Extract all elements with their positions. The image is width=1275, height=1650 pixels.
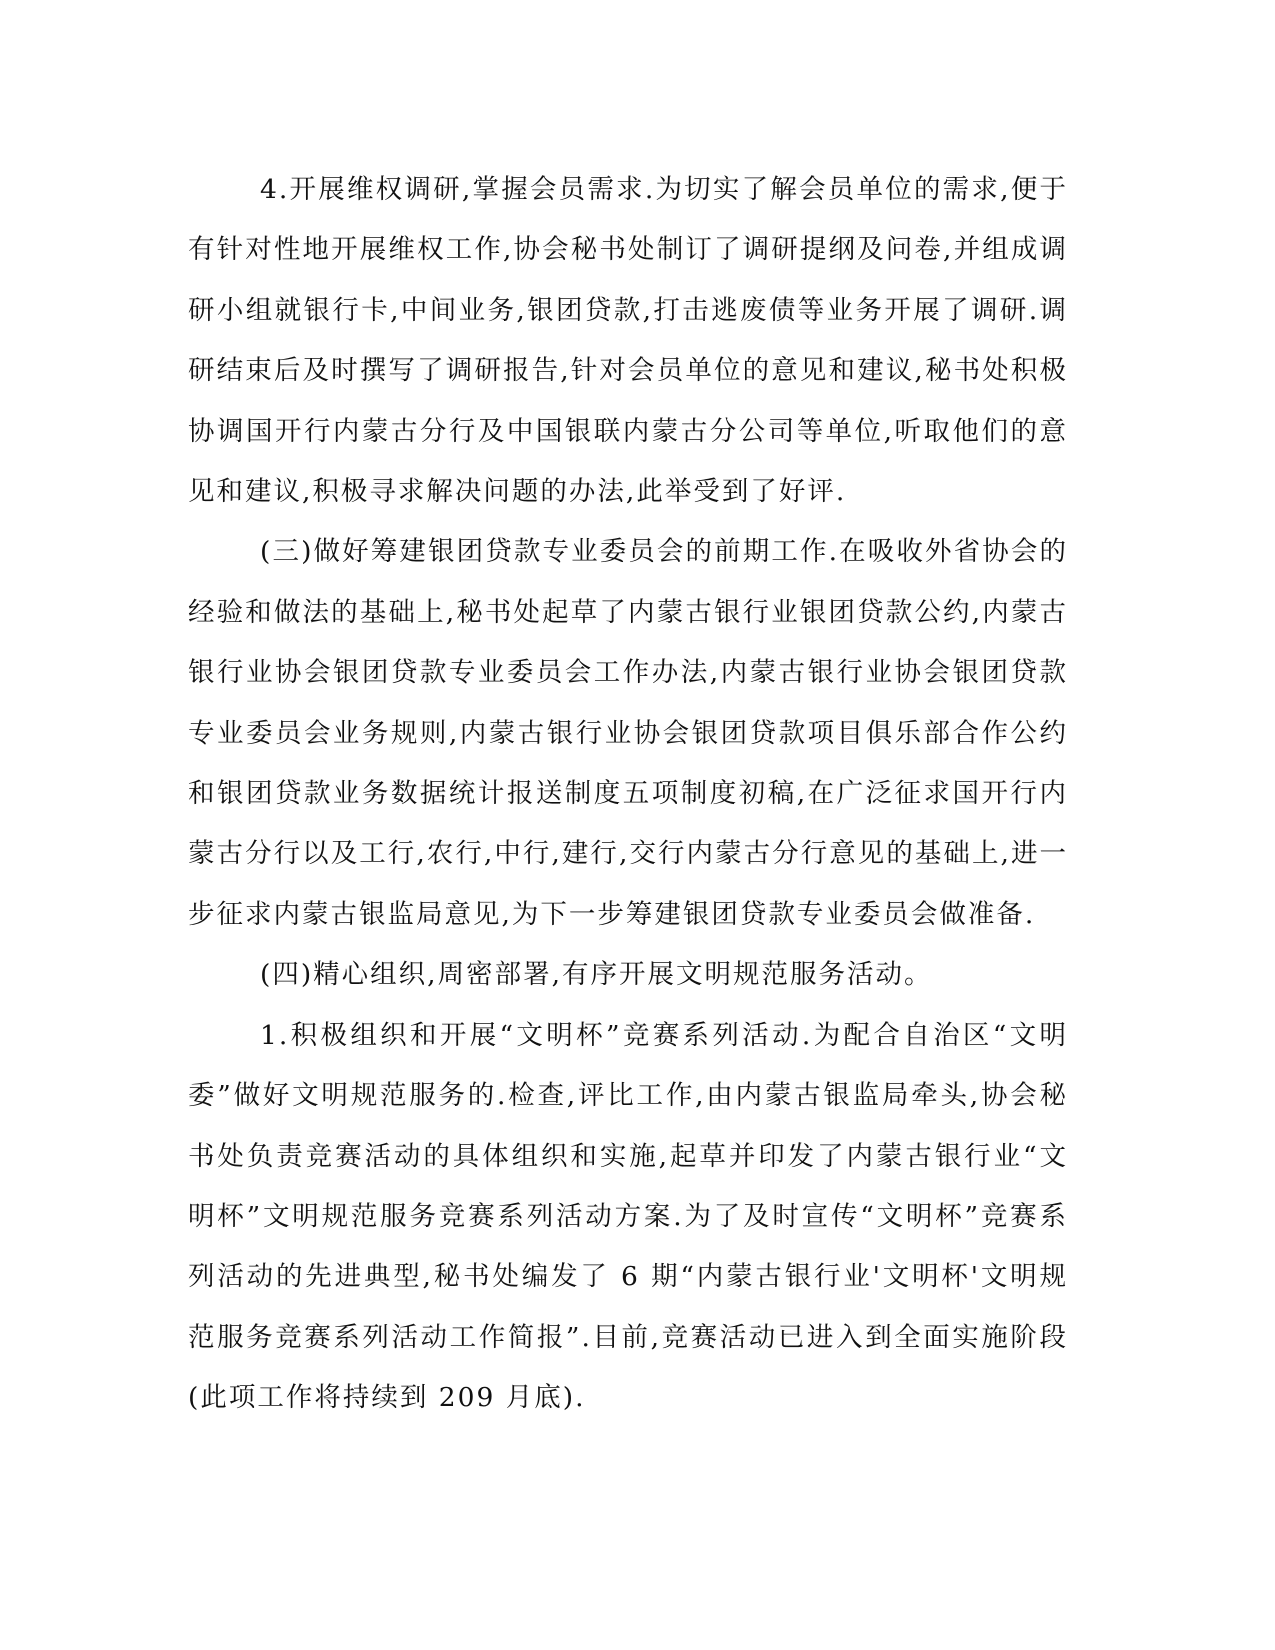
paragraph-civilized-cup-competition: 1.积极组织和开展“文明杯”竞赛系列活动.为配合自治区“文明委”做好文明规范服务的.检查,评比工作,由内蒙古银监局牵头,协会秘书处负责竞赛活动的具体组织和实施,起草并印发了内蒙古银行业“文明杯”文明规范服务竞赛系列活动方案.为了及时宣传“文明杯”竞赛系列活动的先进典型,秘书处编发了 6 期“内蒙古银行业'文明杯'文明规范服务竞赛系列活动工作简报”.目前,竞赛活动已进入到全面实施阶段(此项工作将持续到 209 月底).	[188, 1019, 1068, 1414]
paragraph-syndicated-loan-committee: (三)做好筹建银团贷款专业委员会的前期工作.在吸收外省协会的经验和做法的基础上,秘书处起草了内蒙古银行业银团贷款公约,内蒙古银行业协会银团贷款专业委员会工作办法,内蒙古银行业协会银团贷款专业委员会业务规则,内蒙古银行业协会银团贷款项目俱乐部合作公约和银团贷款业务数据统计报送制度五项制度初稿,在广泛征求国开行内蒙古分行以及工行,农行,中行,建行,交行内蒙古分行意见的基础上,进一步征求内蒙古银监局意见,为下一步筹建银团贷款专业委员会做准备.	[188, 536, 1068, 930]
paragraph-rights-research: 4.开展维权调研,掌握会员需求.为切实了解会员单位的需求,便于有针对性地开展维权工作,协会秘书处制订了调研提纲及问卷,并组成调研小组就银行卡,中间业务,银团贷款,打击逃废债等业务开展了调研.调研结束后及时撰写了调研报告,针对会员单位的意见和建议,秘书处积极协调国开行内蒙古分行及中国银联内蒙古分公司等单位,听取他们的意见和建议,积极寻求解决问题的办法,此举受到了好评.	[188, 174, 1068, 508]
document-body	[188, 160, 1068, 1429]
paragraph-civilized-service-heading: (四)精心组织,周密部署,有序开展文明规范服务活动。	[260, 959, 933, 991]
